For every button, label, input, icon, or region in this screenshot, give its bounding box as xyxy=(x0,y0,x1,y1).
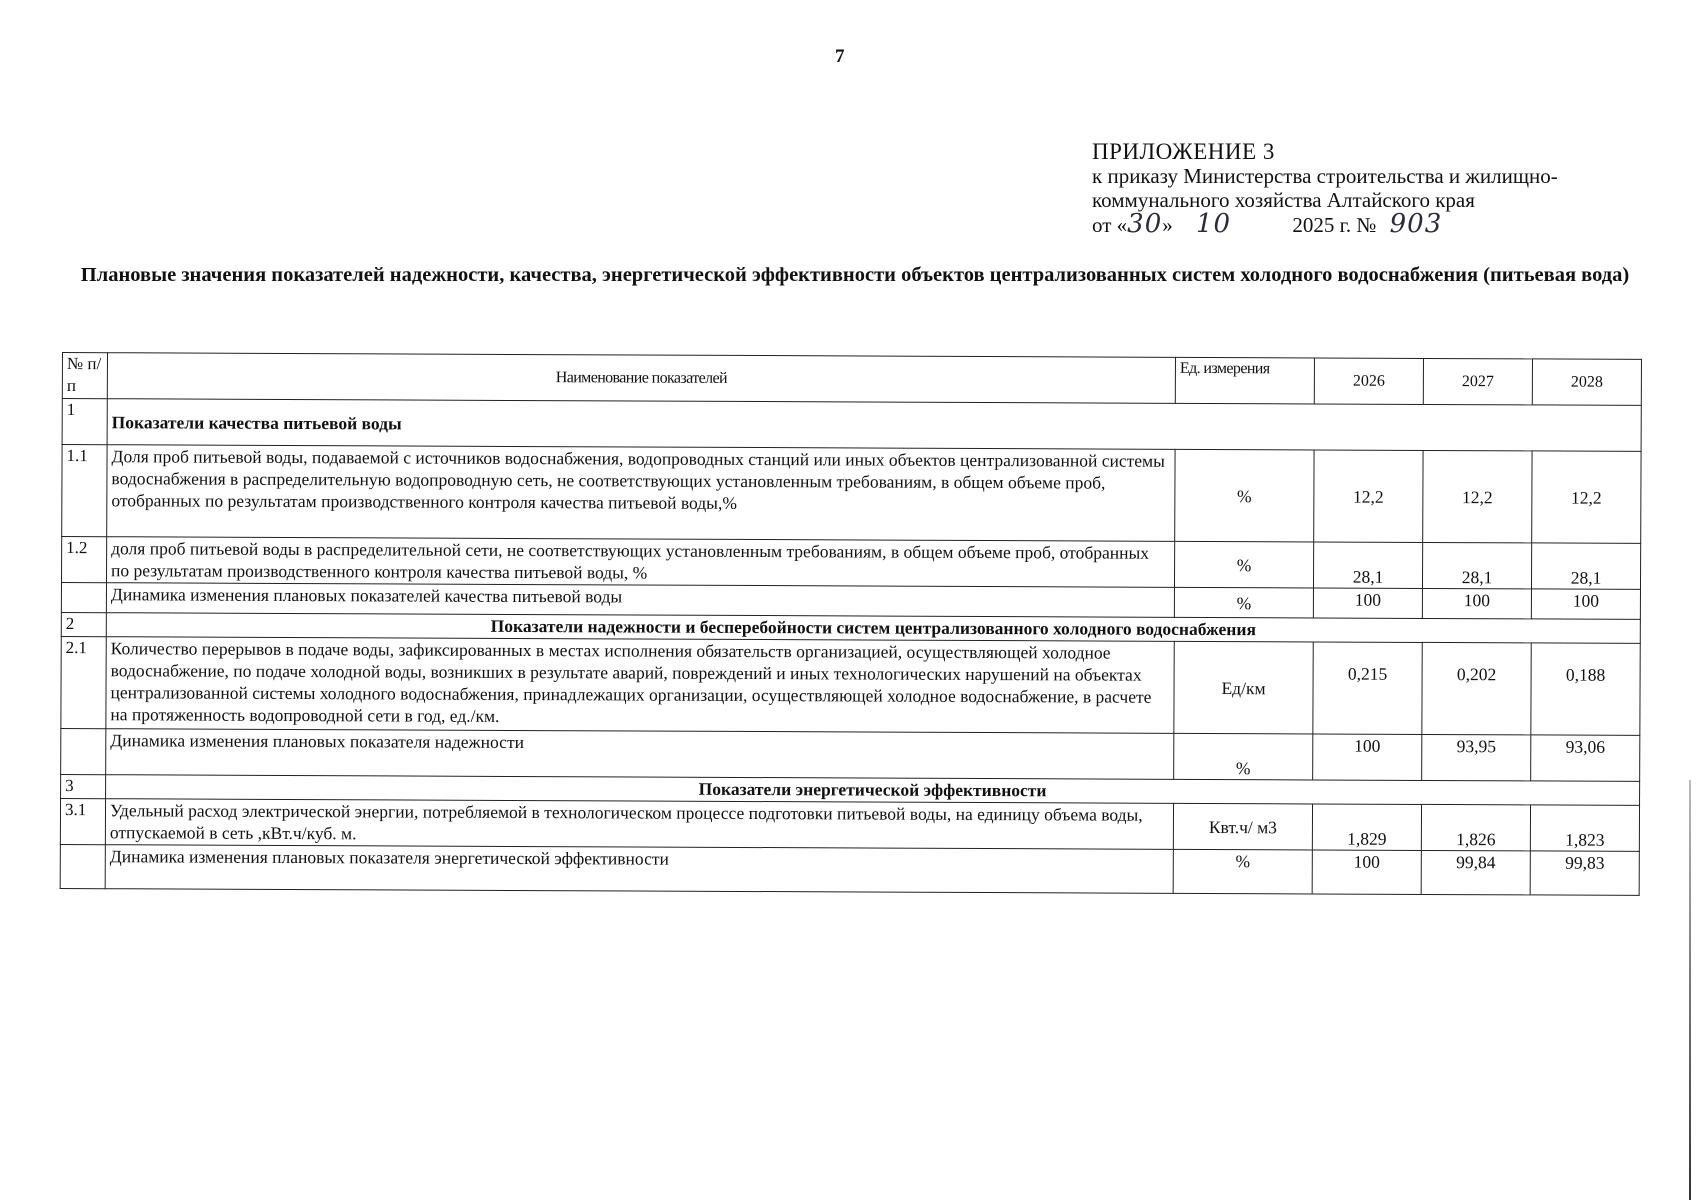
row-1-dyn-value-2028: 100 xyxy=(1531,589,1640,619)
table-row-3-dynamics xyxy=(60,844,1639,895)
scan-edge-line xyxy=(1689,780,1691,1200)
row-3-dyn-value-2027: 99,84 xyxy=(1421,850,1530,894)
appendix-order-line-2: коммунального хозяйства Алтайского края xyxy=(1092,188,1475,212)
row-3-dyn-value-2026: 100 xyxy=(1312,850,1421,894)
section-2-num: 2 xyxy=(61,612,106,636)
section-1-num: 1 xyxy=(62,399,107,445)
header-name: Наименование показателей xyxy=(107,353,1175,404)
row-3-dyn-num xyxy=(60,844,105,888)
section-3-num: 3 xyxy=(61,774,106,798)
row-2-dyn-num xyxy=(61,728,106,774)
row-2-1-num: 2.1 xyxy=(61,636,106,728)
row-2-dyn-value-2026: 100 xyxy=(1313,734,1422,780)
row-1-1-value-2026: 12,2 xyxy=(1314,450,1423,542)
header-unit: Ед. измерения xyxy=(1175,357,1314,404)
row-2-1-value-2027: 0,202 xyxy=(1422,642,1531,734)
row-1-2-unit: % xyxy=(1174,541,1313,588)
handwritten-month: 10 xyxy=(1196,209,1232,239)
row-3-1-name: Удельный расход электрической энергии, потребляемой в технологическом процессе подготовки питьевой воды, на единицу объема воды, отпускаемой в сеть ,кВт.ч/куб. м. xyxy=(105,799,1173,850)
table-row-1-1 xyxy=(62,445,1641,544)
page-number: 7 xyxy=(835,46,845,67)
row-3-dyn-value-2028: 99,83 xyxy=(1530,851,1639,895)
row-1-2-num: 1.2 xyxy=(61,537,106,583)
row-1-1-num: 1.1 xyxy=(62,445,107,537)
table-header-row xyxy=(62,353,1641,406)
row-3-1-value-2026: 1,829 xyxy=(1312,804,1421,850)
row-2-dyn-value-2027: 93,95 xyxy=(1422,734,1531,780)
row-1-dyn-num xyxy=(61,583,106,613)
handwritten-order-number: 903 xyxy=(1389,209,1443,239)
row-1-2-value-2028: 28,1 xyxy=(1531,543,1640,589)
row-3-dyn-name: Динамика изменения плановых показателя энергетической эффективности xyxy=(105,845,1173,894)
row-3-dyn-unit: % xyxy=(1173,849,1312,894)
date-prefix: от « xyxy=(1092,213,1128,237)
document-title: Плановые значения показателей надежности, качества, энергетической эффективности объектов централизованных систем холодного водоснабжения (питьевая вода) xyxy=(80,264,1630,286)
header-num: № п/п xyxy=(62,353,107,399)
row-1-dyn-name: Динамика изменения плановых показателей качества питьевой воды xyxy=(106,583,1174,618)
row-2-dyn-value-2028: 93,06 xyxy=(1531,735,1640,781)
row-3-1-value-2028: 1,823 xyxy=(1530,805,1639,851)
indicators-table xyxy=(60,352,1642,896)
row-2-1-value-2028: 0,188 xyxy=(1531,643,1640,735)
appendix-block xyxy=(1092,140,1558,237)
row-3-1-unit: Квт.ч/ м3 xyxy=(1173,803,1312,850)
row-1-2-value-2026: 28,1 xyxy=(1313,542,1422,588)
section-3-title: Показатели энергетической эффективности xyxy=(106,775,1640,806)
appendix-order-line-1: к приказу Министерства строительства и жилищно- xyxy=(1092,164,1558,188)
row-1-2-value-2027: 28,1 xyxy=(1422,542,1531,588)
date-year: 2025 г. № xyxy=(1292,213,1377,237)
row-2-1-unit: Ед/км xyxy=(1174,641,1313,734)
row-1-2-name: доля проб питьевой воды в распределительной сети, не соответствующих установленным требованиям, в общем объеме проб, отобранных по результатам производственного контроля качества питьевой воды, % xyxy=(106,537,1174,588)
section-1-title: Показатели качества питьевой воды xyxy=(107,399,1641,452)
section-row-1 xyxy=(62,399,1641,452)
row-3-1-value-2027: 1,826 xyxy=(1421,804,1530,850)
row-2-dyn-name: Динамика изменения плановых показателя надежности xyxy=(106,729,1174,780)
header-year-2027: 2027 xyxy=(1423,358,1532,404)
header-year-2028: 2028 xyxy=(1532,359,1641,405)
row-1-dyn-value-2026: 100 xyxy=(1313,588,1422,618)
row-1-1-value-2027: 12,2 xyxy=(1423,450,1532,542)
row-1-dyn-value-2027: 100 xyxy=(1422,588,1531,618)
row-3-1-num: 3.1 xyxy=(60,798,105,844)
table-row-1-2 xyxy=(61,537,1640,590)
appendix-title: ПРИЛОЖЕНИЕ 3 xyxy=(1092,139,1275,164)
row-2-1-name: Количество перерывов в подаче воды, зафиксированных в местах исполнения обязательств организацией, осуществляющей холодное водоснабжение, по подаче холодной воды, возникших в результате аварий, повреждений и иных технологических нарушений на объектах централизованной системы холодного водоснабжения, принадлежащих организации, осуществляющей холодное водоснабжение, в расчете на протяженность водопроводной сети в год, ед./км. xyxy=(106,637,1174,734)
handwritten-day: 30 xyxy=(1127,209,1163,239)
section-2-title: Показатели надежности и бесперебойности систем централизованного холодного водоснабжения xyxy=(106,613,1640,644)
row-1-1-unit: % xyxy=(1175,449,1314,542)
appendix-date-line xyxy=(1092,209,1558,239)
header-year-2026: 2026 xyxy=(1314,358,1423,404)
row-2-1-value-2026: 0,215 xyxy=(1313,642,1422,734)
table-row-3-1 xyxy=(60,798,1639,851)
table-row-2-dynamics xyxy=(61,728,1640,781)
row-1-1-name: Доля проб питьевой воды, подаваемой с источников водоснабжения, водопроводных станций или иных объектов централизованной системы водоснабжения в распределительную водопроводную сеть, не соответствующих установленным требованиям, в общем объеме проб, отобранных по результатам производственного контроля качества питьевой воды,% xyxy=(107,445,1175,542)
row-1-1-value-2028: 12,2 xyxy=(1532,451,1641,543)
row-2-dyn-unit: % xyxy=(1174,733,1313,780)
row-1-dyn-unit: % xyxy=(1174,587,1313,618)
table-row-2-1 xyxy=(61,636,1640,735)
date-mid: » xyxy=(1162,213,1173,237)
